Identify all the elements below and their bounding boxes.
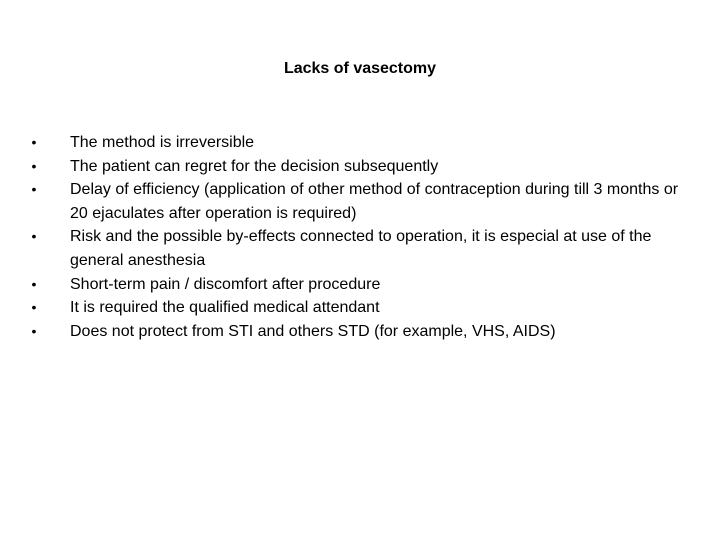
bullet-item	[28, 155, 688, 179]
bullet-text: Risk and the possible by-effects connected to operation, it is especial at use of the general anesthesia	[70, 228, 652, 269]
bullet-text: It is required the qualified medical attendant	[70, 299, 380, 317]
bullet-icon: •	[31, 322, 37, 339]
bullet-text: The patient can regret for the decision subsequently	[70, 157, 439, 175]
bullet-icon: •	[31, 181, 37, 198]
bullet-icon: •	[31, 157, 37, 174]
bullet-item	[28, 296, 688, 320]
bullet-item	[28, 178, 688, 225]
slide-title: Lacks of vasectomy	[283, 60, 437, 77]
bullet-icon: •	[31, 228, 37, 245]
bullet-item	[28, 320, 688, 344]
bullet-list	[28, 131, 688, 343]
bullet-text: Short-term pain / discomfort after procedure	[70, 275, 381, 293]
bullet-text: Delay of efficiency (application of other method of contraception during till 3 months or 20 ejaculates after operation is required)	[70, 181, 679, 222]
bullet-text: The method is irreversible	[70, 134, 255, 151]
bullet-icon: •	[31, 134, 37, 150]
bullet-item	[28, 225, 688, 272]
bullet-icon: •	[31, 275, 37, 292]
bullet-text: Does not protect from STI and others STD (for example, VHS, AIDS)	[70, 322, 556, 340]
bullet-icon: •	[31, 299, 37, 316]
bullet-item	[28, 273, 688, 297]
bullet-item	[28, 131, 688, 155]
